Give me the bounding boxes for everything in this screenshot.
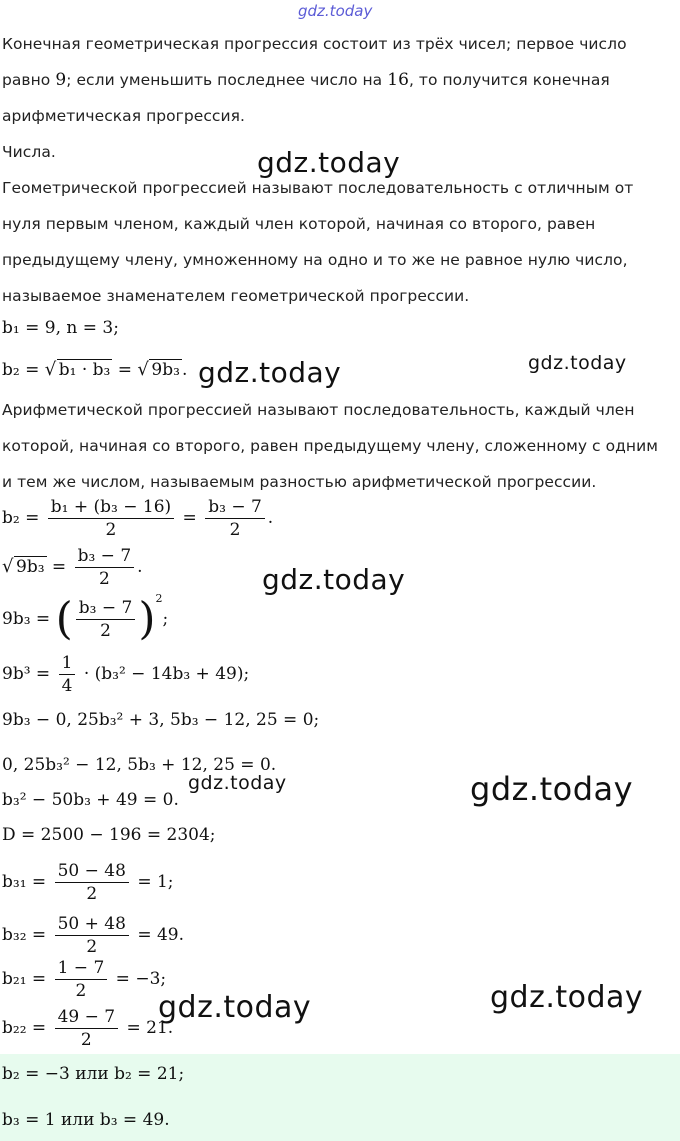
answer-line-2: b₃ = 1 или b₃ = 49. <box>2 1110 170 1130</box>
problem-line-1: Конечная геометрическая прогрессия состоит из трёх чисел; первое число <box>2 35 627 53</box>
square-equation: 9b₃ = ( $\frac{\text{b₃ − 7}}{2}$ )$^2$; <box>2 592 169 645</box>
definition-arithmetic-line-2: которой, начиная со второго, равен предыдущему члену, сложенному с одним <box>2 437 658 455</box>
watermark-7: gdz.today <box>158 990 312 1025</box>
fraction-sqrt-rhs: $\frac{\text{b₃ − 7}}{2}$ <box>75 545 135 590</box>
watermark-5: gdz.today <box>188 772 287 794</box>
problem-number-16: 16 <box>387 70 409 90</box>
definition-arithmetic-line-3: и тем же числом, называемым разностью арифметической прогрессии. <box>2 473 597 491</box>
watermark-8: gdz.today <box>490 980 644 1015</box>
fraction-b3-7: $\frac{\text{b₃ − 7}}{2}$ <box>205 496 265 541</box>
fraction-square: $\frac{\text{b₃ − 7}}{2}$ <box>76 597 136 642</box>
expand-equation: 9b³ = $\frac{1}{4}$ · (b₃² − 14b₃ + 49); <box>2 653 250 696</box>
watermark-6: gdz.today <box>470 770 634 808</box>
b31-equation: b₃₁ = $\frac{50 - 48}{2}$ = 1; <box>2 861 174 904</box>
discriminant-equation: D = 2500 − 196 = 2304; <box>2 825 216 845</box>
equation-1: 9b₃ − 0, 25b₃² + 3, 5b₃ − 12, 25 = 0; <box>2 710 320 730</box>
problem-line-3: арифметическая прогрессия. <box>2 107 245 125</box>
watermark-4: gdz.today <box>262 563 406 596</box>
answer-label: Числа. <box>2 143 56 161</box>
sqrt-9b3: √ 9b₃ <box>137 360 182 380</box>
definition-geometric-line-3: предыдущему члену, умноженному на одно и то же не равное нулю число, <box>2 251 628 269</box>
watermark-1: gdz.today <box>257 146 401 179</box>
answer-line-1: b₂ = −3 или b₂ = 21; <box>2 1064 185 1084</box>
fraction-b22: $\frac{49 - 7}{2}$ <box>55 1006 119 1051</box>
equation-3: b₃² − 50b₃ + 49 = 0. <box>2 790 179 810</box>
definition-geometric-line-2: нуля первым членом, каждый член которой, начиная со второго, равен <box>2 215 596 233</box>
watermark-3: gdz.today <box>528 352 627 374</box>
fraction-b1-b3-16: $\frac{\text{b₁ + (b₃ − 16)}}{2}$ <box>48 496 174 541</box>
fraction-b31: $\frac{50 - 48}{2}$ <box>55 860 129 905</box>
b2-sqrt-equation: b₂ = √ b₁ · b₃ = √ 9b₃ . <box>2 360 187 380</box>
equation-2: 0, 25b₃² − 12, 5b₃ + 12, 25 = 0. <box>2 755 277 775</box>
fraction-b21: $\frac{1 - 7}{2}$ <box>55 957 108 1002</box>
definition-geometric-line-1: Геометрической прогрессией называют последовательность с отличным от <box>2 179 634 197</box>
sqrt-9b3-lhs: √ 9b₃ <box>2 557 47 577</box>
watermark-2: gdz.today <box>198 356 342 389</box>
problem-number-9: 9 <box>55 70 67 90</box>
definition-geometric-line-4: называемое знаменателем геометрической прогрессии. <box>2 287 470 305</box>
problem-line-2: равно 9; если уменьшить последнее число на 16, то получится конечная <box>2 70 610 90</box>
fraction-one-quarter: $\frac{1}{4}$ <box>59 652 76 697</box>
definition-arithmetic-line-1: Арифметической прогрессией называют последовательность, каждый член <box>2 401 635 419</box>
b21-equation: b₂₁ = $\frac{1 - 7}{2}$ = −3; <box>2 958 167 1001</box>
fraction-b32: $\frac{50 + 48}{2}$ <box>55 913 129 958</box>
sqrt-b1-b3: √ b₁ · b₃ <box>45 360 113 380</box>
given-equation: b₁ = 9, n = 3; <box>2 318 119 338</box>
b2-fraction-equation: b₂ = $\frac{\text{b₁ + (b₃ − 16)}}{2}$ = $\frac{\text{b₃ − 7}}{2}$ . <box>2 497 274 540</box>
b22-equation: b₂₂ = $\frac{49 - 7}{2}$ = 21. <box>2 1007 174 1050</box>
sqrt-equation: √ 9b₃ = $\frac{\text{b₃ − 7}}{2}$ . <box>2 545 143 590</box>
b32-equation: b₃₂ = $\frac{50 + 48}{2}$ = 49. <box>2 914 184 957</box>
watermark-top: gdz.today <box>298 2 373 20</box>
